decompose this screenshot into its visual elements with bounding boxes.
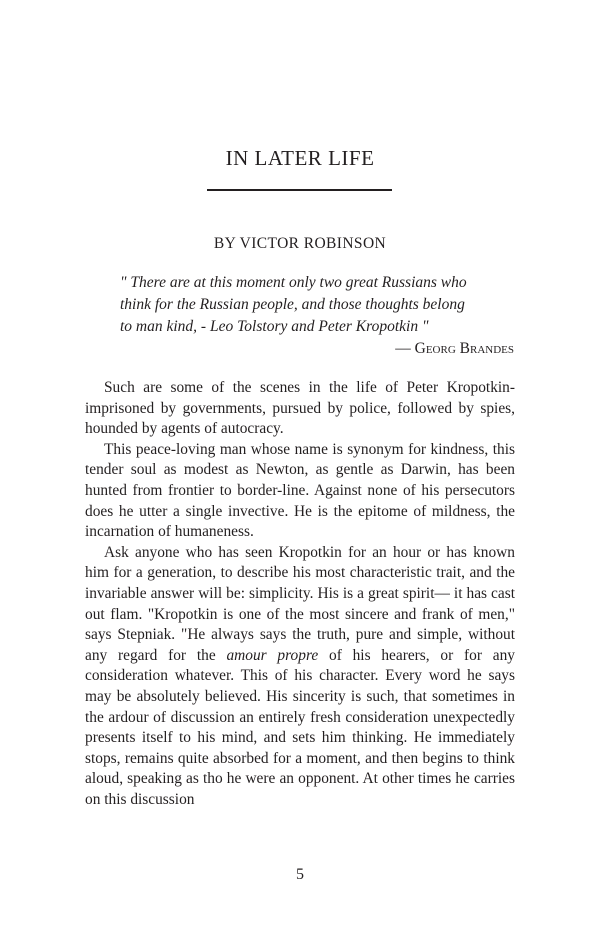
paragraph-text: of his hearers, or for any consideration whatever. This of his character. Every word he says may be absolutely believed. His sincerity is such, that sometimes in the ardour of discussion an entirely fresh consideration unexpectedly presents itself to his mind, and sets him thinking. He immediately stops, remains quite absorbed for a moment, and then begins to think aloud, speaking as tho he were an opponent. At other times he carries on this discussion [85, 646, 516, 808]
page-number: 5 [296, 866, 304, 883]
emphasized-text: amour propre [226, 646, 319, 664]
title-underline [207, 189, 392, 191]
paragraph-text: Ask anyone who has seen Kropotkin for an hour or has known him for a generation, to describe his most characteristic trait, and the invariable answer will be: simplicity. His is a great spirit— it has cast out flam. "Kropotkin is one of the most sincere and frank of men," says Stepniak. "He always says the truth, pure and simple, without any regard for the [85, 543, 515, 664]
epigraph-line: think for the Russian people, and those thoughts belong [120, 296, 465, 313]
paragraph [85, 543, 515, 811]
chapter-title: IN LATER LIFE [225, 146, 375, 170]
paragraph: Such are some of the scenes in the life of Peter Kropotkin-imprisoned by governments, pursued by police, followed by spies, hounded by agents of autocracy. [85, 379, 515, 438]
paragraph: This peace-loving man whose name is synonym for kindness, this tender soul as modest as Newton, as gentle as Darwin, has been hunted from frontier to border-line. Against none of his persecutors does he utter a single invective. He is the epitome of mildness, the incarnation of humaneness. [85, 440, 515, 541]
byline: BY VICTOR ROBINSON [213, 235, 387, 252]
epigraph-attribution: — Georg Brandes [395, 340, 514, 357]
epigraph-line: " There are at this moment only two great Russians who [120, 274, 467, 291]
epigraph-line: to man kind, - Leo Tolstory and Peter Kropotkin " [120, 318, 429, 335]
body-text [85, 378, 515, 810]
epigraph [120, 272, 520, 360]
